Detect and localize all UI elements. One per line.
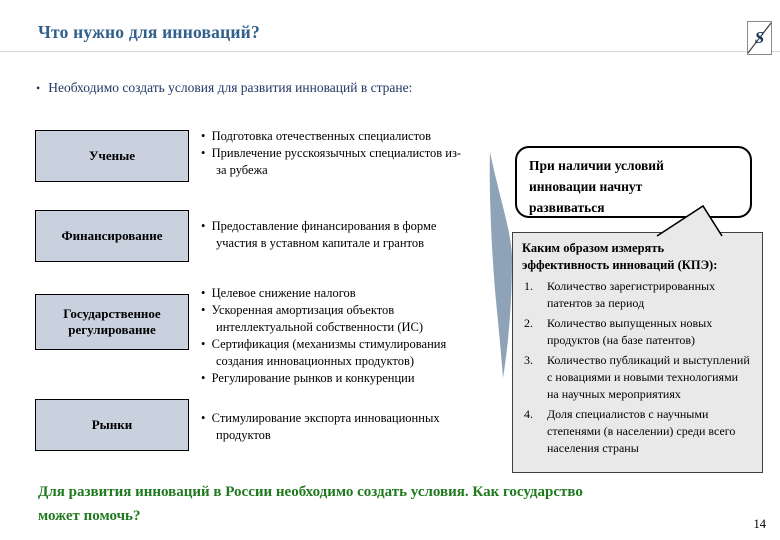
callout-tail	[650, 200, 730, 241]
bullet-item: • Регулирование рынков и конкуренции	[201, 370, 471, 387]
result-callout-text: При наличии условий инновации начнут развиваться	[529, 158, 664, 215]
kpi-item: Доля специалистов с научными степенями (в населении) среди всего населения страны	[547, 407, 736, 455]
kpi-item: Количество публикаций и выступлений с новациями и новыми технологиями на научных мероприятиях	[547, 353, 750, 401]
category-box-state-regulation	[35, 294, 189, 350]
bullet-item: • Подготовка отечественных специалистов	[201, 128, 471, 145]
category-box-financing	[35, 210, 189, 262]
bullet-item: • Сертификация (механизмы стимулирования создания инновационных продуктов)	[201, 336, 471, 370]
detail-bullets-state-regulation	[201, 285, 471, 387]
category-label: Ученые	[88, 148, 136, 163]
detail-bullets-markets	[201, 410, 471, 444]
kpi-panel-title: Каким образом измерять эффективность инноваций (КПЭ):	[522, 241, 718, 272]
page-number: 14	[753, 517, 766, 531]
intro-bullet	[36, 80, 596, 97]
bullet-item: • Привлечение русскоязычных специалистов из-за рубежа	[201, 145, 471, 179]
bullet-item: • Стимулирование экспорта инновационных продуктов	[201, 410, 471, 444]
intro-bullet-text: Необходимо создать условия для развития инноваций в стране:	[48, 80, 413, 95]
company-logo	[747, 21, 772, 55]
bullet-dot: •	[36, 81, 41, 95]
category-label: Финансирование	[61, 228, 163, 243]
footer-line-2: может помочь?	[38, 508, 141, 524]
category-box-markets	[35, 399, 189, 451]
kpi-item: Количество выпущенных новых продуктов (на базе патентов)	[547, 316, 713, 347]
kpi-item: Количество зарегистрированных патентов за период	[547, 279, 716, 310]
bullet-item: • Ускоренная амортизация объектов интеллектуальной собственности (ИС)	[201, 302, 471, 336]
kpi-panel	[512, 232, 763, 473]
bullet-item: • Целевое снижение налогов	[201, 285, 471, 302]
category-box-scientists	[35, 130, 189, 182]
detail-bullets-financing	[201, 218, 471, 252]
category-label: Рынки	[91, 417, 133, 432]
title-divider	[0, 51, 780, 52]
bullet-item: • Предоставление финансирования в форме участия в уставном капитале и грантов	[201, 218, 471, 252]
svg-text:S: S	[754, 28, 765, 47]
kpi-list	[522, 278, 750, 457]
category-label: Государственное регулирование	[63, 306, 161, 337]
detail-bullets-scientists	[201, 128, 471, 179]
footer-line-1: Для развития инноваций в России необходимо создать условия. Как государство	[38, 484, 583, 500]
footer-statement	[38, 480, 710, 528]
slide-title: Что нужно для инноваций?	[38, 22, 260, 42]
